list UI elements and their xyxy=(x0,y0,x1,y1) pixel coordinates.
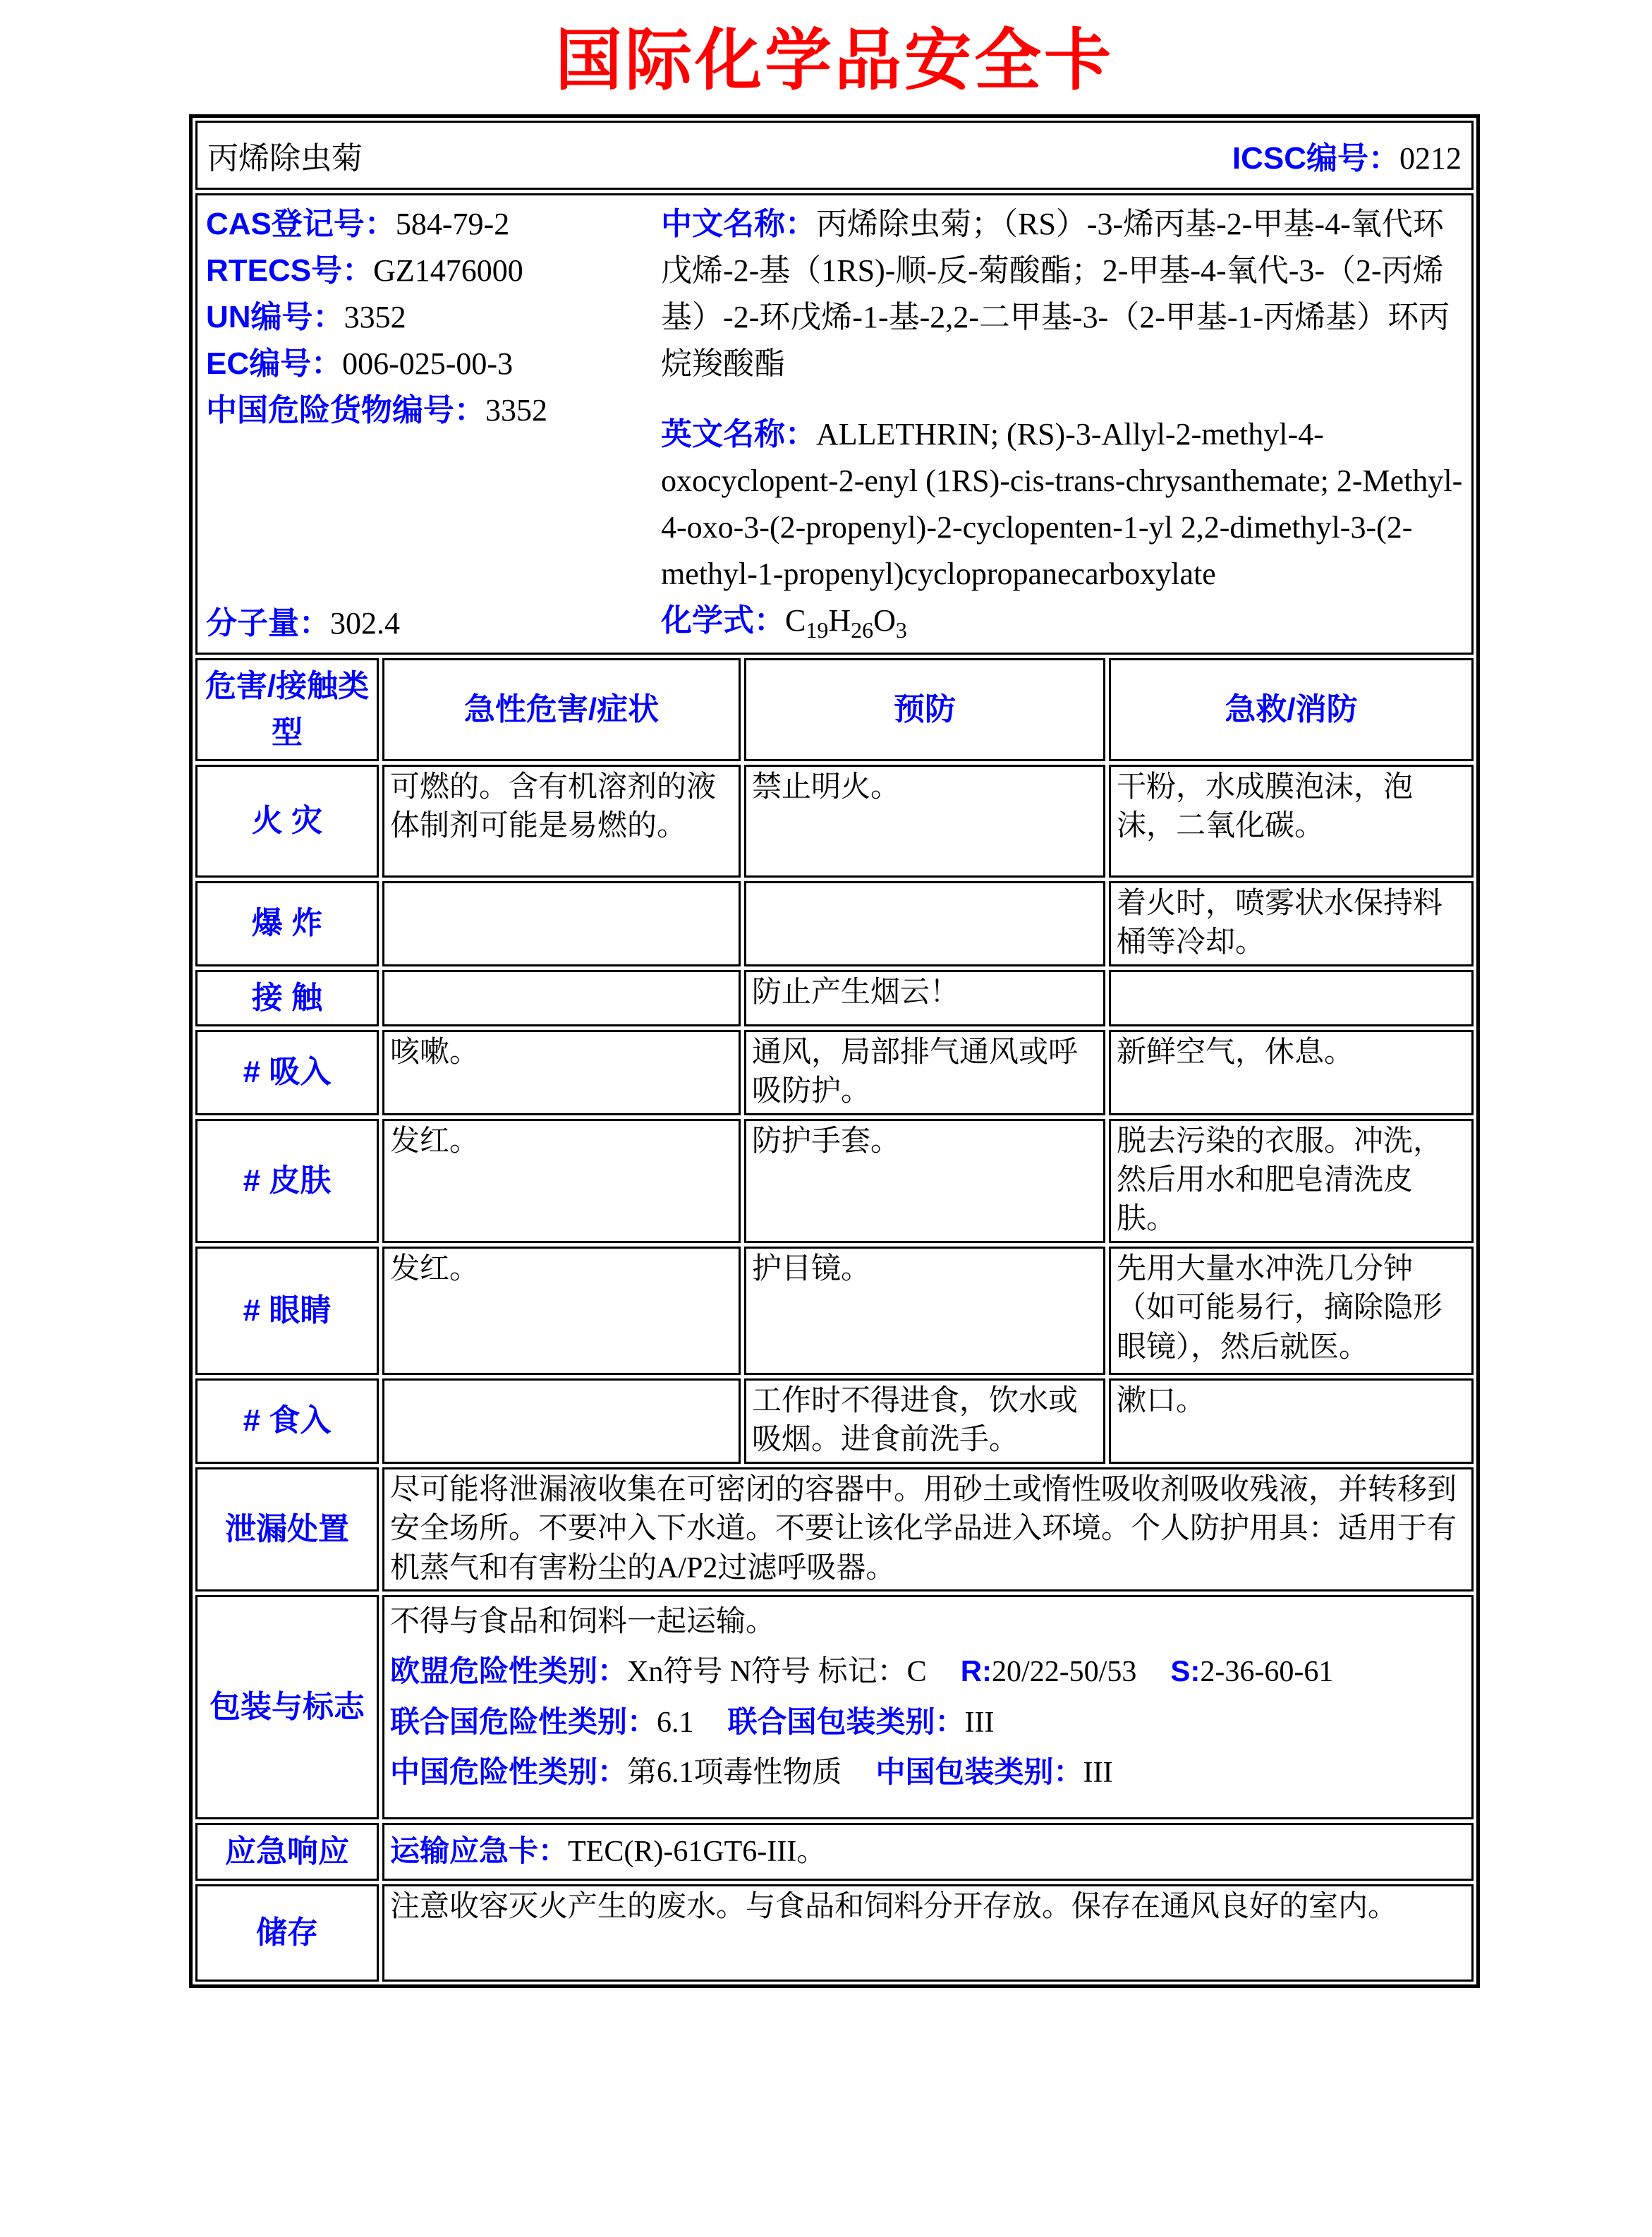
transport-card-label: 运输应急卡： xyxy=(390,1834,569,1868)
un-class-label: 联合国危险性类别： xyxy=(390,1704,657,1738)
contact-prevention-cell: 防止产生烟云！ xyxy=(744,970,1105,1026)
chemical-formula-line xyxy=(661,598,1463,647)
molecular-weight-value: 302.4 xyxy=(330,605,400,641)
chemical-name: 丙烯除虫菊 xyxy=(207,141,363,176)
formula-c-sub: 19 xyxy=(806,617,829,643)
eu-class-symbols: Xn符号 N符号 标记：C xyxy=(627,1656,927,1689)
header-hazard-type: 危害/接触类型 xyxy=(195,658,379,761)
formula-o-sub: 3 xyxy=(895,617,907,643)
ec-label: EC编号： xyxy=(206,346,343,381)
eyes-symptoms-cell: 发红。 xyxy=(382,1247,741,1375)
formula-c: C xyxy=(785,603,806,638)
skin-symptoms-cell: 发红。 xyxy=(382,1119,741,1243)
names-column xyxy=(661,201,1463,647)
hazard-row-eyes xyxy=(195,1247,1474,1375)
cn-pack-value: III xyxy=(1083,1757,1113,1790)
packaging-label-cell: 包装与标志 xyxy=(195,1595,379,1819)
identification-section xyxy=(195,193,1474,655)
id-line-rtecs xyxy=(206,248,661,294)
fire-symptoms-cell: 可燃的。含有机溶剂的液体制剂可能是易燃的。 xyxy=(382,765,741,878)
packaging-labelling-row xyxy=(195,1595,1474,1819)
inhalation-first-aid-cell: 新鲜空气，休息。 xyxy=(1109,1030,1474,1115)
id-numbers-column xyxy=(206,201,661,647)
cn-class-label: 中国危险性类别： xyxy=(390,1755,628,1789)
china-dg-label: 中国危险货物编号： xyxy=(206,393,485,428)
hazard-row-skin xyxy=(195,1119,1474,1243)
storage-label-cell: 储存 xyxy=(195,1884,379,1982)
formula-label: 化学式： xyxy=(661,603,785,638)
header-acute-symptoms: 急性危害/症状 xyxy=(382,658,741,761)
hazard-row-ingestion xyxy=(195,1378,1474,1464)
hazard-row-fire xyxy=(195,765,1474,878)
icsc-number-label: ICSC编号： xyxy=(1232,141,1399,176)
packaging-eu-classification xyxy=(390,1651,1378,1692)
ingestion-prevention-cell: 工作时不得进食，饮水或吸烟。进食前洗手。 xyxy=(744,1378,1105,1464)
packaging-un-classification xyxy=(390,1702,1466,1742)
skin-type-cell: # 皮肤 xyxy=(195,1119,379,1243)
header-first-aid: 急救/消防 xyxy=(1109,658,1474,761)
english-name-paragraph xyxy=(661,411,1463,598)
transport-card-value: TEC(R)-61GT6-III。 xyxy=(568,1836,827,1869)
icsc-card xyxy=(189,114,1480,1988)
emergency-response-row xyxy=(195,1823,1474,1881)
eyes-first-aid-cell: 先用大量水冲洗几分钟（如可能易行，摘除隐形眼镜），然后就医。 xyxy=(1109,1247,1474,1375)
hazard-row-explosion xyxy=(195,881,1474,966)
ingestion-first-aid-cell: 漱口。 xyxy=(1109,1378,1474,1464)
eyes-prevention-cell: 护目镜。 xyxy=(744,1247,1105,1375)
packaging-cn-classification xyxy=(390,1752,1466,1793)
inhalation-type-cell: # 吸入 xyxy=(195,1030,379,1115)
un-class-value: 6.1 xyxy=(657,1706,694,1739)
header-prevention: 预防 xyxy=(744,658,1105,761)
un-label: UN编号： xyxy=(206,300,344,334)
icsc-number-value: 0212 xyxy=(1399,141,1462,176)
storage-content-cell: 注意收容灭火产生的废水。与食品和饲料分开存放。保存在通风良好的室内。 xyxy=(382,1884,1474,1982)
formula-h: H xyxy=(828,603,851,638)
explosion-prevention-cell xyxy=(744,881,1105,966)
emergency-label-cell: 应急响应 xyxy=(195,1823,379,1881)
explosion-type-cell: 爆 炸 xyxy=(195,881,379,966)
cn-class-value: 第6.1项毒性物质 xyxy=(627,1757,842,1790)
skin-first-aid-cell: 脱去污染的衣服。冲洗，然后用水和肥皂清洗皮肤。 xyxy=(1109,1119,1474,1243)
ec-value: 006-025-00-3 xyxy=(342,346,514,381)
emergency-content-cell xyxy=(382,1823,1474,1881)
id-line-china-dg xyxy=(206,387,661,434)
id-line-un xyxy=(206,294,661,341)
english-name-label: 英文名称： xyxy=(661,417,816,451)
explosion-symptoms-cell xyxy=(382,881,741,966)
molecular-weight-label: 分子量： xyxy=(206,605,330,641)
id-line-ec xyxy=(206,341,661,387)
cas-value: 584-79-2 xyxy=(395,207,510,241)
hazard-table-header-row xyxy=(195,658,1474,761)
spill-disposal-label-cell: 泄漏处置 xyxy=(195,1467,379,1592)
packaging-transport-note: 不得与食品和饲料一起运输。 xyxy=(390,1606,776,1639)
fire-type-cell: 火 灾 xyxy=(195,765,379,878)
china-dg-value: 3352 xyxy=(485,393,547,428)
cn-pack-label: 中国包装类别： xyxy=(875,1755,1083,1789)
ingestion-type-cell: # 食入 xyxy=(195,1378,379,1464)
un-pack-label: 联合国包装类别： xyxy=(727,1704,965,1738)
packaging-content-cell xyxy=(382,1595,1474,1819)
chinese-name-value: 丙烯除虫菊；（RS）-3-烯丙基-2-甲基-4-氧代环戊烯-2-基（1RS)-顺-反-菊酸酯；2-甲基-4-氧代-3-（2-丙烯基）-2-环戊烯-1-基-2,2-二甲基-3-（2-甲基-1-丙烯基）环丙烷羧酸酯 xyxy=(661,207,1450,381)
un-value: 3352 xyxy=(344,300,406,334)
eu-r-value: 20/22-50/53 xyxy=(992,1656,1137,1689)
eu-r-label: R: xyxy=(960,1654,992,1688)
hazard-row-inhalation xyxy=(195,1030,1474,1115)
cas-label: CAS登记号： xyxy=(206,207,396,241)
icsc-number xyxy=(1232,133,1462,178)
chinese-name-label: 中文名称： xyxy=(661,207,816,241)
storage-row xyxy=(195,1884,1474,1982)
english-name-value: ALLETHRIN; (RS)-3-Allyl-2-methyl-4-oxocyclopent-2-enyl (1RS)-cis-trans-chrysanthemate; 2-Methyl-4-oxo-3-(2-propenyl)-2-cyclopenten-1-yl 2,2-dimethyl-3-(2-methyl-1-propenyl)cyclopropanecarboxylate xyxy=(661,417,1463,591)
formula-h-sub: 26 xyxy=(851,617,874,643)
spill-disposal-content-cell: 尽可能将泄漏液收集在可密闭的容器中。用砂土或惰性吸收剂吸收残液，并转移到安全场所。不要冲入下水道。不要让该化学品进入环境。个人防护用具：适用于有机蒸气和有害粉尘的A/P2过滤呼吸器。 xyxy=(382,1467,1474,1592)
contact-symptoms-cell xyxy=(382,970,741,1026)
hazard-row-contact xyxy=(195,970,1474,1026)
ingestion-symptoms-cell xyxy=(382,1378,741,1464)
rtecs-value: GZ1476000 xyxy=(373,253,523,288)
transport-emergency-card-line xyxy=(390,1831,1466,1872)
eu-s-value: 2-36-60-61 xyxy=(1200,1656,1334,1689)
un-pack-value: III xyxy=(964,1706,995,1739)
spill-disposal-row xyxy=(195,1467,1474,1592)
eu-class-label: 欧盟危险性类别： xyxy=(390,1654,628,1688)
formula-o: O xyxy=(873,603,896,638)
contact-first-aid-cell xyxy=(1109,970,1474,1026)
chinese-name-paragraph xyxy=(661,201,1463,387)
rtecs-label: RTECS号： xyxy=(206,253,374,288)
card-header-row xyxy=(195,121,1474,190)
inhalation-symptoms-cell: 咳嗽。 xyxy=(382,1030,741,1115)
eyes-type-cell: # 眼睛 xyxy=(195,1247,379,1375)
inhalation-prevention-cell: 通风，局部排气通风或呼吸防护。 xyxy=(744,1030,1105,1115)
contact-type-cell: 接 触 xyxy=(195,970,379,1026)
molecular-weight-line xyxy=(206,600,661,647)
page-title: 国际化学品安全卡 xyxy=(554,21,1114,99)
fire-first-aid-cell: 干粉，水成膜泡沫，泡沫，二氧化碳。 xyxy=(1109,765,1474,878)
skin-prevention-cell: 防护手套。 xyxy=(744,1119,1105,1243)
explosion-first-aid-cell: 着火时，喷雾状水保持料桶等冷却。 xyxy=(1109,881,1474,966)
fire-prevention-cell: 禁止明火。 xyxy=(744,765,1105,878)
eu-s-label: S: xyxy=(1170,1654,1201,1688)
id-line-cas xyxy=(206,201,661,248)
formula-value xyxy=(785,603,907,643)
